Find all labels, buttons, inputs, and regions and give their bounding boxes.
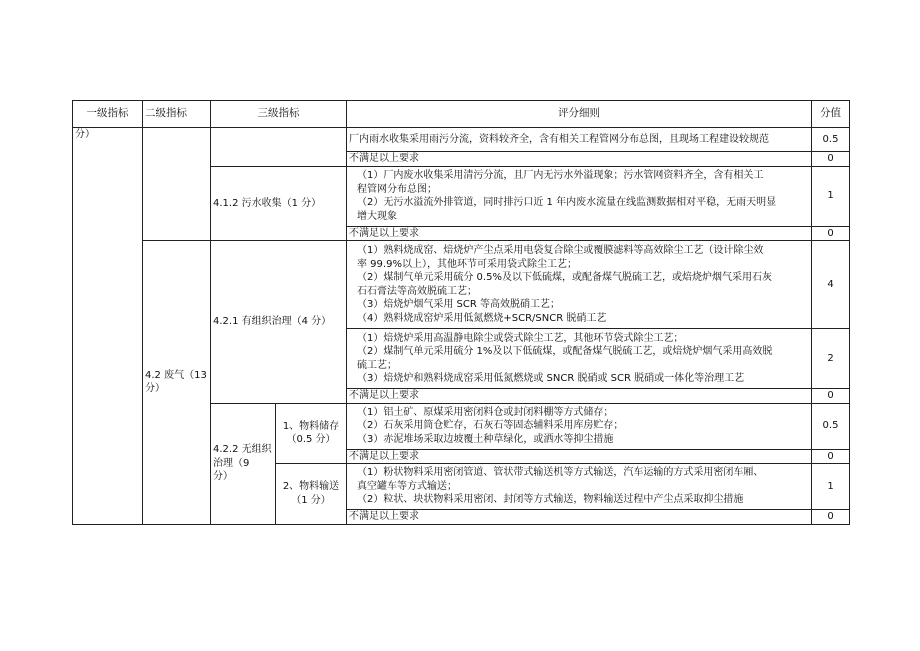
detail-line: 不满足以上要求 bbox=[349, 390, 419, 401]
detail-line: 厂内雨水收集采用雨污分流，资料较齐全，含有相关工程管网分布总图，且现场工程建设较规范 bbox=[349, 133, 769, 145]
detail-cell bbox=[347, 226, 812, 241]
detail-line: （2）粒状、块状物料采用密闭、封闭等方式输送，物料输送过程中产尘点采取抑尘措施 bbox=[357, 494, 744, 506]
detail-cell bbox=[347, 464, 812, 510]
score-cell: 0 bbox=[812, 226, 850, 241]
detail-line: （2）煤制气单元采用硫分 0.5%及以下低硫煤，或配备煤气脱硫工艺，或焙烧炉烟气采用石灰 bbox=[357, 272, 772, 283]
score-cell: 1 bbox=[812, 464, 850, 510]
detail-cell bbox=[347, 389, 812, 404]
header-level3: 三级指标 bbox=[211, 101, 347, 128]
score-cell: 0 bbox=[812, 152, 850, 167]
level1-cell: 分） bbox=[73, 128, 143, 525]
table-row bbox=[73, 128, 850, 152]
level3-label: 4.1.2 污水收集（1 分） bbox=[211, 166, 347, 241]
detail-cell bbox=[347, 329, 812, 389]
detail-line: （1）粉状物料采用密闭管道、管状带式输送机等方式输送，汽车运输的方式采用密闭车厢、 bbox=[357, 467, 764, 479]
detail-line: 不满足以上要求 bbox=[349, 450, 419, 462]
score-cell: 1 bbox=[812, 166, 850, 226]
header-detail: 评分细则 bbox=[347, 101, 812, 128]
sub-indicator-label: 1、物料储存（0.5 分） bbox=[276, 403, 347, 464]
detail-line: 程管网分布总图； bbox=[357, 183, 437, 195]
detail-line: 率 99.9%以上），其他环节可采用袋式除尘工艺； bbox=[357, 258, 577, 270]
level2-waste-gas: 4.2 废气（13 分） bbox=[143, 241, 211, 525]
detail-line: 增大现象 bbox=[357, 210, 397, 222]
level3-cell-empty bbox=[211, 128, 347, 167]
detail-line: （3）焙烧炉和熟料烧成窑采用低氮燃烧或 SNCR 脱硝或 SCR 脱硝或一体化等治理工艺 bbox=[357, 373, 745, 384]
detail-line: （1）熟料烧成窑、焙烧炉产尘点采用电袋复合除尘或覆膜滤料等高效除尘工艺（设计除尘效 bbox=[357, 245, 764, 256]
header-score: 分值 bbox=[812, 101, 850, 128]
detail-line: （1）铝土矿、原煤采用密闭料仓或封闭料棚等方式储存； bbox=[357, 406, 614, 418]
level2-cell-empty bbox=[143, 128, 211, 241]
table-row bbox=[73, 241, 850, 329]
level3-label-line: 分） bbox=[213, 471, 233, 483]
score-cell: 4 bbox=[812, 241, 850, 329]
detail-cell bbox=[347, 241, 812, 329]
level3-label bbox=[211, 403, 276, 524]
detail-line: （1）厂内废水收集采用清污分流，且厂内无污水外溢现象；污水管网资料齐全，含有相关工 bbox=[357, 170, 764, 181]
score-cell: 2 bbox=[812, 329, 850, 389]
header-row bbox=[73, 101, 850, 128]
level3-label: 4.2.1 有组织治理（4 分） bbox=[211, 241, 347, 404]
detail-line: 真空罐车等方式输送； bbox=[357, 480, 457, 492]
scoring-table bbox=[72, 100, 850, 525]
detail-cell bbox=[347, 403, 812, 449]
detail-cell bbox=[347, 152, 812, 167]
sub-indicator-label: 2、物料输送（1 分） bbox=[276, 464, 347, 525]
detail-line: （2）煤制气单元采用硫分 1%及以下低硫煤，或配备煤气脱硫工艺，或焙烧炉烟气采用高效脱 bbox=[357, 346, 773, 357]
detail-line: 硫工艺； bbox=[357, 359, 397, 371]
detail-line: （3）焙烧炉烟气采用 SCR 等高效脱硝工艺； bbox=[357, 299, 560, 310]
detail-cell bbox=[347, 128, 812, 152]
score-cell: 0 bbox=[812, 389, 850, 404]
detail-line: 石石膏法等高效脱硫工艺； bbox=[357, 285, 477, 297]
score-cell: 0.5 bbox=[812, 128, 850, 152]
header-level2: 二级指标 bbox=[143, 101, 211, 128]
detail-line: 不满足以上要求 bbox=[349, 153, 419, 164]
score-cell: 0.5 bbox=[812, 403, 850, 449]
header-level1: 一级指标 bbox=[73, 101, 143, 128]
detail-cell bbox=[347, 510, 812, 525]
detail-line: （2）石灰采用筒仓贮存，石灰石等固态辅料采用库房贮存； bbox=[357, 420, 624, 432]
detail-line: 不满足以上要求 bbox=[349, 227, 419, 239]
detail-line: （3）赤泥堆场采取边坡覆土种草绿化，或洒水等抑尘措施 bbox=[357, 433, 614, 445]
detail-cell bbox=[347, 166, 812, 226]
detail-line: 不满足以上要求 bbox=[349, 511, 419, 522]
score-cell: 0 bbox=[812, 510, 850, 525]
detail-cell bbox=[347, 449, 812, 464]
detail-line: （4）熟料烧成窑炉采用低氮燃烧+SCR/SNCR 脱硝工艺 bbox=[357, 312, 607, 324]
detail-line: （1）焙烧炉采用高温静电除尘或袋式除尘工艺，其他环节袋式除尘工艺； bbox=[357, 332, 684, 344]
detail-line: （2）无污水溢流外排管道，同时排污口近 1 年内废水流量在线监测数据相对平稳，无雨天明显 bbox=[357, 197, 777, 208]
level3-label-line: 治理（9 bbox=[213, 457, 250, 469]
level3-label-line: 4.2.2 无组织 bbox=[213, 444, 272, 456]
score-cell: 0 bbox=[812, 449, 850, 464]
